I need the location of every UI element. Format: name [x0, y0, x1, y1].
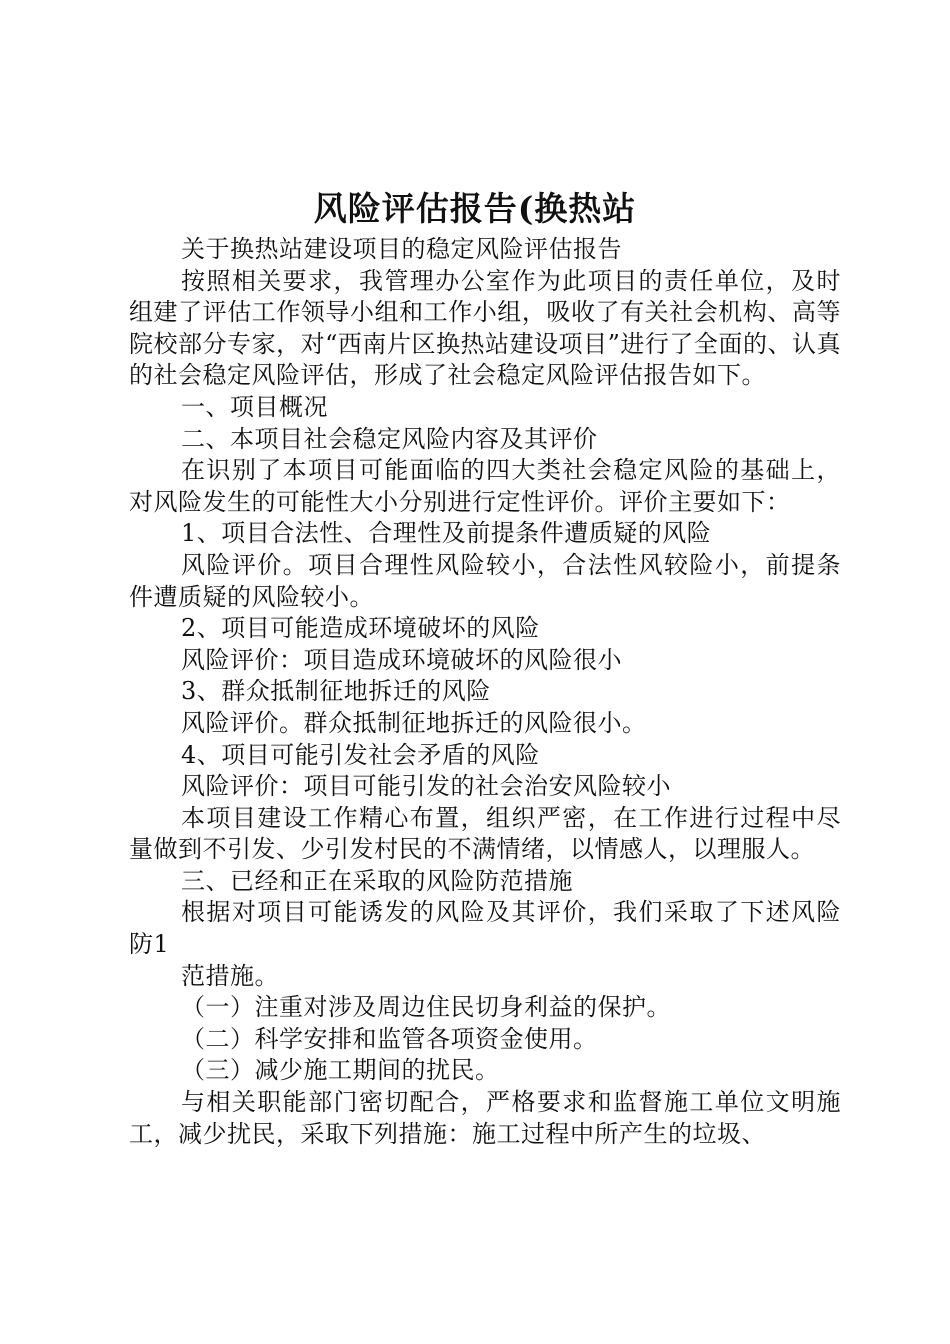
paragraph-measures-intro: 根据对项目可能诱发的风险及其评价，我们采取了下述风险防1	[129, 898, 841, 959]
paragraph-measures-continued: 范措施。	[181, 961, 279, 990]
paragraph-construction-cooperation: 与相关职能部门密切配合，严格要求和监督施工单位文明施工，减少扰民，采取下列措施：施工过程中所产生的垃圾、	[129, 1088, 841, 1148]
item-social-conflict-risk: 4、项目可能引发社会矛盾的风险	[181, 740, 540, 769]
measure-item-1: （一）注重对涉及周边住民切身利益的保护。	[181, 993, 671, 1022]
paragraph-risk-identification: 在识别了本项目可能面临的四大类社会稳定风险的基础上，对风险发生的可能性大小分别进行定性评价。评价主要如下：	[129, 456, 841, 516]
item-environment-risk: 2、项目可能造成环境破坏的风险	[181, 614, 540, 643]
heading-risk-content: 二、本项目社会稳定风险内容及其评价	[181, 424, 598, 453]
document-title: 风险评估报告(换热站	[313, 189, 637, 228]
evaluation-land-acquisition-risk: 风险评价。群众抵制征地拆迁的风险很小。	[181, 708, 647, 737]
evaluation-legality-risk: 风险评价。项目合理性风险较小，合法性风较险小，前提条件遭质疑的风险较小。	[129, 550, 841, 611]
evaluation-social-conflict-risk: 风险评价：项目可能引发的社会治安风险较小	[181, 772, 671, 801]
heading-project-overview: 一、项目概况	[181, 392, 328, 421]
measure-item-3: （三）减少施工期间的扰民。	[181, 1056, 500, 1085]
document-body	[129, 234, 841, 1150]
heading-prevention-measures: 三、已经和正在采取的风险防范措施	[181, 866, 573, 895]
measure-item-2: （二）科学安排和监管各项资金使用。	[181, 1024, 598, 1053]
evaluation-environment-risk: 风险评价：项目造成环境破坏的风险很小	[181, 645, 622, 674]
item-legality-risk: 1、项目合法性、合理性及前提条件遭质疑的风险	[181, 519, 712, 548]
paragraph-work-arrangement: 本项目建设工作精心布置，组织严密，在工作进行过程中尽量做到不引发、少引发村民的不满情绪，以情感人，以理服人。	[129, 803, 841, 864]
paragraph-report-subtitle: 关于换热站建设项目的稳定风险评估报告	[181, 235, 622, 263]
item-land-acquisition-risk: 3、群众抵制征地拆迁的风险	[181, 677, 491, 706]
paragraph-intro: 按照相关要求，我管理办公室作为此项目的责任单位，及时组建了评估工作领导小组和工作小组，吸收了有关社会机构、高等院校部分专家，对“西南片区换热站建设项目”进行了全面的、认真的社会稳定风险评估，形成了社会稳定风险评估报告如下。	[129, 266, 841, 390]
